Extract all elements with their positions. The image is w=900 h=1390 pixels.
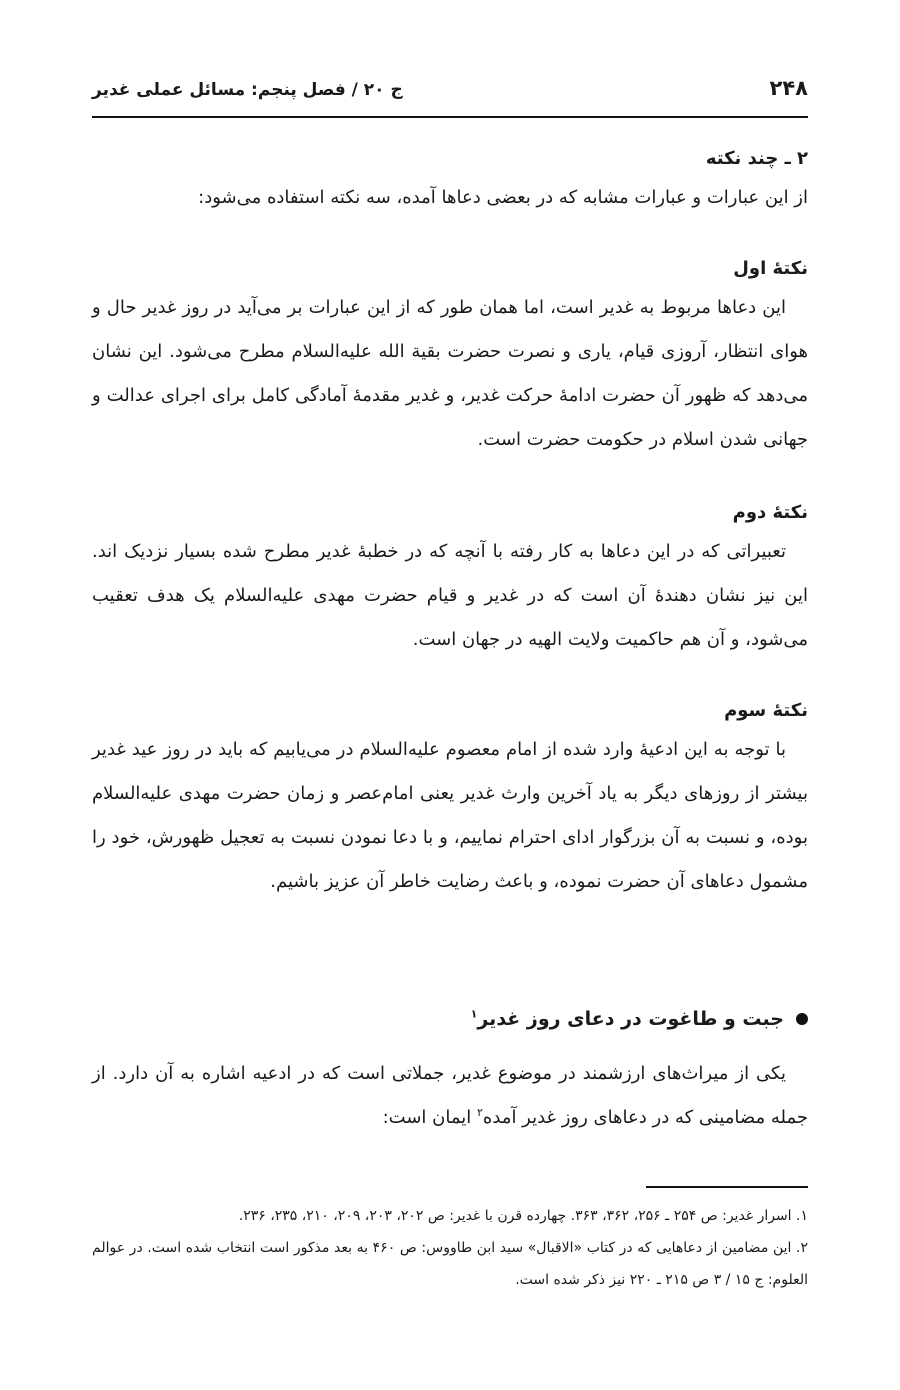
point-3 [92,694,808,904]
subsection-heading [471,1008,808,1030]
point-2-text: تعبیراتی که در این دعاها به کار رفته با آنچه که در خطبهٔ غدیر مطرح شده بسیار نزدیک اند. این نیز نشان دهندهٔ آن است که در غدیر و قیام حضرت مهدی علیه‌السلام یک هدف تعقیب می‌شود، و آن هم حاکمیت ولایت الهیه در جهان است. [92,541,808,650]
point-3-title: نکتهٔ سوم [724,700,808,721]
point-1 [92,252,808,462]
point-3-text: با توجه به این ادعیهٔ وارد شده از امام معصوم علیه‌السلام در می‌یابیم که باید در روز عید غدیر بیشتر از روزهای دیگر به یاد آخرین وارث غدیر یعنی امام‌عصر و زمان حضرت مهدی علیه‌السلام بوده، و نسبت به آن بزرگوار ادای احترام نماییم، و با دعا نمودن نسبت به تعجیل ظهورش، خود را مشمول دعاهای آن حضرت نموده، و باعث رضایت خاطر آن عزیز باشیم. [92,739,808,892]
point-2 [92,496,808,662]
subsection-text: یکی از میراث‌های ارزشمند در موضوع غدیر، جملاتی است که در ادعیه اشاره به آن دارد. از جمله مضامینی که در دعاهای روز غدیر آمده$^۲$ ایمان است: [92,1063,808,1128]
point-1-text: این دعاها مربوط به غدیر است، اما همان طور که از این عبارات بر می‌آید در روز غدیر حال و هوای انتظار، آروزی قیام، یاری و نصرت حضرت بقیة الله علیه‌السلام مطرح می‌شود. این نشان می‌دهد که ظهور آن حضرت ادامهٔ حرکت غدیر، و غدیر مقدمهٔ آمادگی کامل برای اجرای عدالت و جهانی شدن اسلام در حکومت حضرت است. [92,297,808,450]
footnote-ref-2[interactable]: ۲ [477,1106,483,1119]
running-title: ج ۲۰ / فصل پنجم: مسائل عملی غدیر [92,80,403,100]
section-heading: ۲ ـ چند نکته [705,148,808,169]
footnote-1: ۱. اسرار غدیر: ص ۲۵۴ ـ ۲۵۶، ۳۶۲، ۳۶۳. چهارده قرن با غدیر: ص ۲۰۲، ۲۰۳، ۲۰۹، ۲۱۰، ۲۳۵، ۲۳۶. [238,1208,808,1224]
footnote-2: ۲. این مضامین از دعاهایی که در کتاب «الاقبال» سید ابن طاووس: ص ۴۶۰ به بعد مذکور است انتخاب شده است. در عوالم العلوم: ج ۱۵ / ۳ ص ۲۱۵ ـ ۲۲۰ نیز ذکر شده است. [92,1240,808,1288]
point-1-title: نکتهٔ اول [733,258,808,279]
subsection-body [92,1052,808,1140]
footnote-divider [646,1186,808,1188]
page-number: ۲۴۸ [769,76,808,100]
footnote-ref-1[interactable]: ۱ [470,1007,478,1021]
intro-paragraph: از این عبارات و عبارات مشابه که در بعضی دعاها آمده، سه نکته استفاده می‌شود: [198,187,808,208]
section-intro [92,142,808,220]
bullet-icon [796,1013,808,1025]
page-header [92,72,808,118]
subsection-title: جبت و طاغوت در دعای روز غدیر$^۱$ [470,1007,784,1030]
point-2-title: نکتهٔ دوم [732,502,808,523]
footnotes [92,1200,808,1296]
